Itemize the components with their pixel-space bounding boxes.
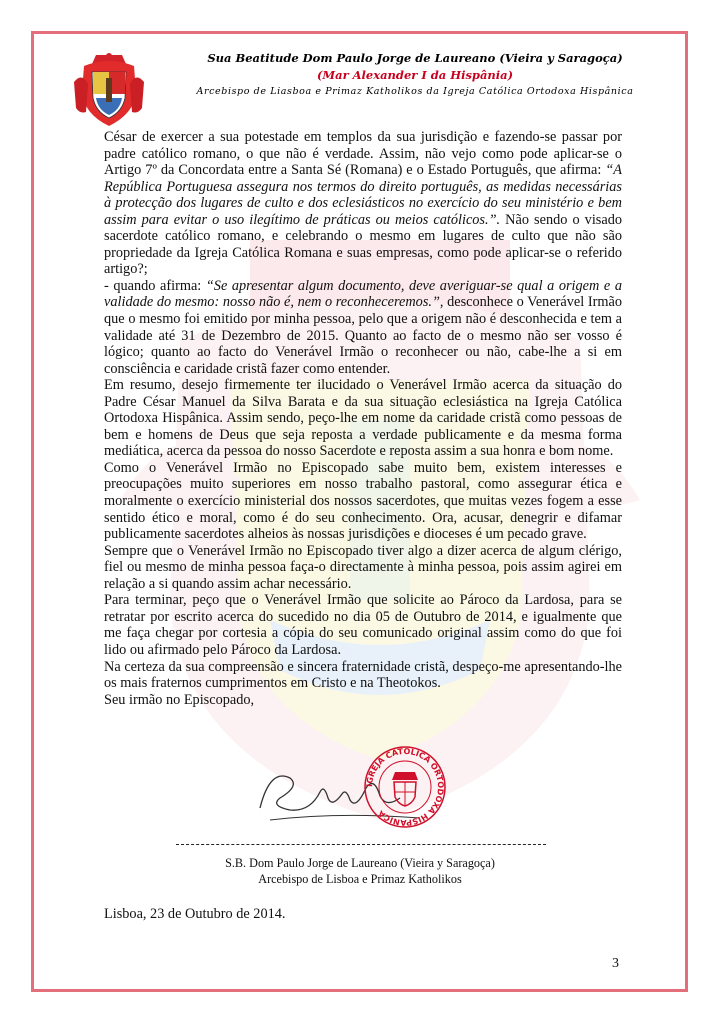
letter-body xyxy=(104,129,622,708)
header-subtitle: Arcebispo de Liasboa e Primaz Katholikos da Igreja Católica Ortodoxa Hispânica xyxy=(196,86,634,97)
header-name: Sua Beatitude Dom Paulo Jorge de Laureano (Vieira y Saragoça) xyxy=(207,51,623,65)
paragraph-1-text: César de exercer a sua potestade em templos da sua jurisdição e fazendo-se passar por padre católico romano, o que não é verdade. Assim, não vejo como pode aplicar-se o Artigo 7º da Concordata entre a Santa Sé (Romana) e o Estado Português, que afirma: xyxy=(104,129,622,179)
paragraph-2 xyxy=(104,278,622,377)
letter-date: Lisboa, 23 de Outubro de 2014. xyxy=(104,906,286,922)
signature-line xyxy=(176,844,546,845)
header-title: (Mar Alexander I da Hispânia) xyxy=(316,68,514,82)
paragraph-5: Sempre que o Venerável Irmão no Episcopado tiver algo a dizer acerca de algum clérigo, fiel ou mesmo de minha pessoa faça-o directamente à minha pessoa, pois assim agirei em relação a si quando assim achar necessário. xyxy=(104,542,622,592)
church-seal xyxy=(360,742,450,832)
document-quote: “Se apresentar algum documento, deve averiguar-se qual a origem e a validade do mesmo: nosso não é, nem o reconheceremos.” xyxy=(104,277,622,311)
paragraph-4: Como o Venerável Irmão no Episcopado sabe muito bem, existem interesses e preocupações muito superiores em nosso trabalho pastoral, como assegurar ética e moralmente o exercício ministerial dos nossos sacerdotes, que muitas vezes fogem a esse sentido ético e moral, como é do seu conhecimento. Ora, acusar, denegrir e difamar publicamente sacerdotes alheios às nossas jurisdições e dioceses é um pecado grave. xyxy=(104,459,622,543)
concordat-quote: “A República Portuguesa assegura nos termos do direito português, as medidas necessárias à protecção dos lugares de culto e dos eclesiásticos no exercício do seu ministério e bem assim para evitar o uso ilegítimo de práticas ou meios católicos.”. xyxy=(104,162,623,228)
signatory-name: S.B. Dom Paulo Jorge de Laureano (Vieira y Saragoça) xyxy=(225,856,495,870)
paragraph-7: Na certeza da sua compreensão e sincera fraternidade cristã, despeço-me apresentando-lhe os mais fraternos cumprimentos em Cristo e na Theotokos. xyxy=(104,658,622,692)
closing-salutation: Seu irmão no Episcopado, xyxy=(104,691,255,708)
seal-text: IGREJA CATÓLICA ORTODOXA HISPÂNICA xyxy=(364,746,446,828)
paragraph-1 xyxy=(104,129,622,278)
page-number: 3 xyxy=(612,956,619,971)
signatory-title: Arcebispo de Lisboa e Primaz Katholikos xyxy=(258,872,462,886)
paragraph-3: Em resumo, desejo firmemente ter ilucidado o Venerável Irmão acerca da situação do Padre César Manuel da Silva Barata e da sua situação eclesiástica na Igreja Católica Ortodoxa Hispânica. Assim sendo, peço-lhe em nome da caridade cristã como pessoas de bem e homens de Deus que seja reposta a verdade publicamente e da mesma forma mediática, acerca da pessoa do nosso Sacerdote e reposta assim a sua honra e bom nome. xyxy=(104,377,622,460)
paragraph-1-continuation: Não sendo o visado sacerdote católico romano, e celebrando o mesmo em lugares de culto que não são propriedade da Igreja Católica Romana e suas empresas, como pode aplicar-se o referido artigo?; xyxy=(104,211,623,278)
paragraph-6: Para terminar, peço que o Venerável Irmão que solicite ao Pároco da Lardosa, para se retratar por escrito acerca do sucedido no dia 05 de Outubro de 2014, e igualmente que me faça chegar por cortesia a cópia do seu comunicado original assim como do que foi lido ou afirmado pelo Pároco da Lardosa. xyxy=(104,592,622,658)
paragraph-2-text: , desconhece o Venerável Irmão que o mesmo foi emitido por minha pessoa, pelo que a origem não é desconhecida e tem a validade até 31 de Dezembro de 2015. Quanto ao facto de o mesmo não ser vosso é lógico; quanto ao facto do Venerável Irmão o reconhecer ou não, cabe-lhe a si em consciência e caridade cristã fazer como entender. xyxy=(104,294,622,377)
coat-of-arms-icon xyxy=(74,52,144,130)
paragraph-2-lead: - quando afirma: xyxy=(104,277,206,294)
